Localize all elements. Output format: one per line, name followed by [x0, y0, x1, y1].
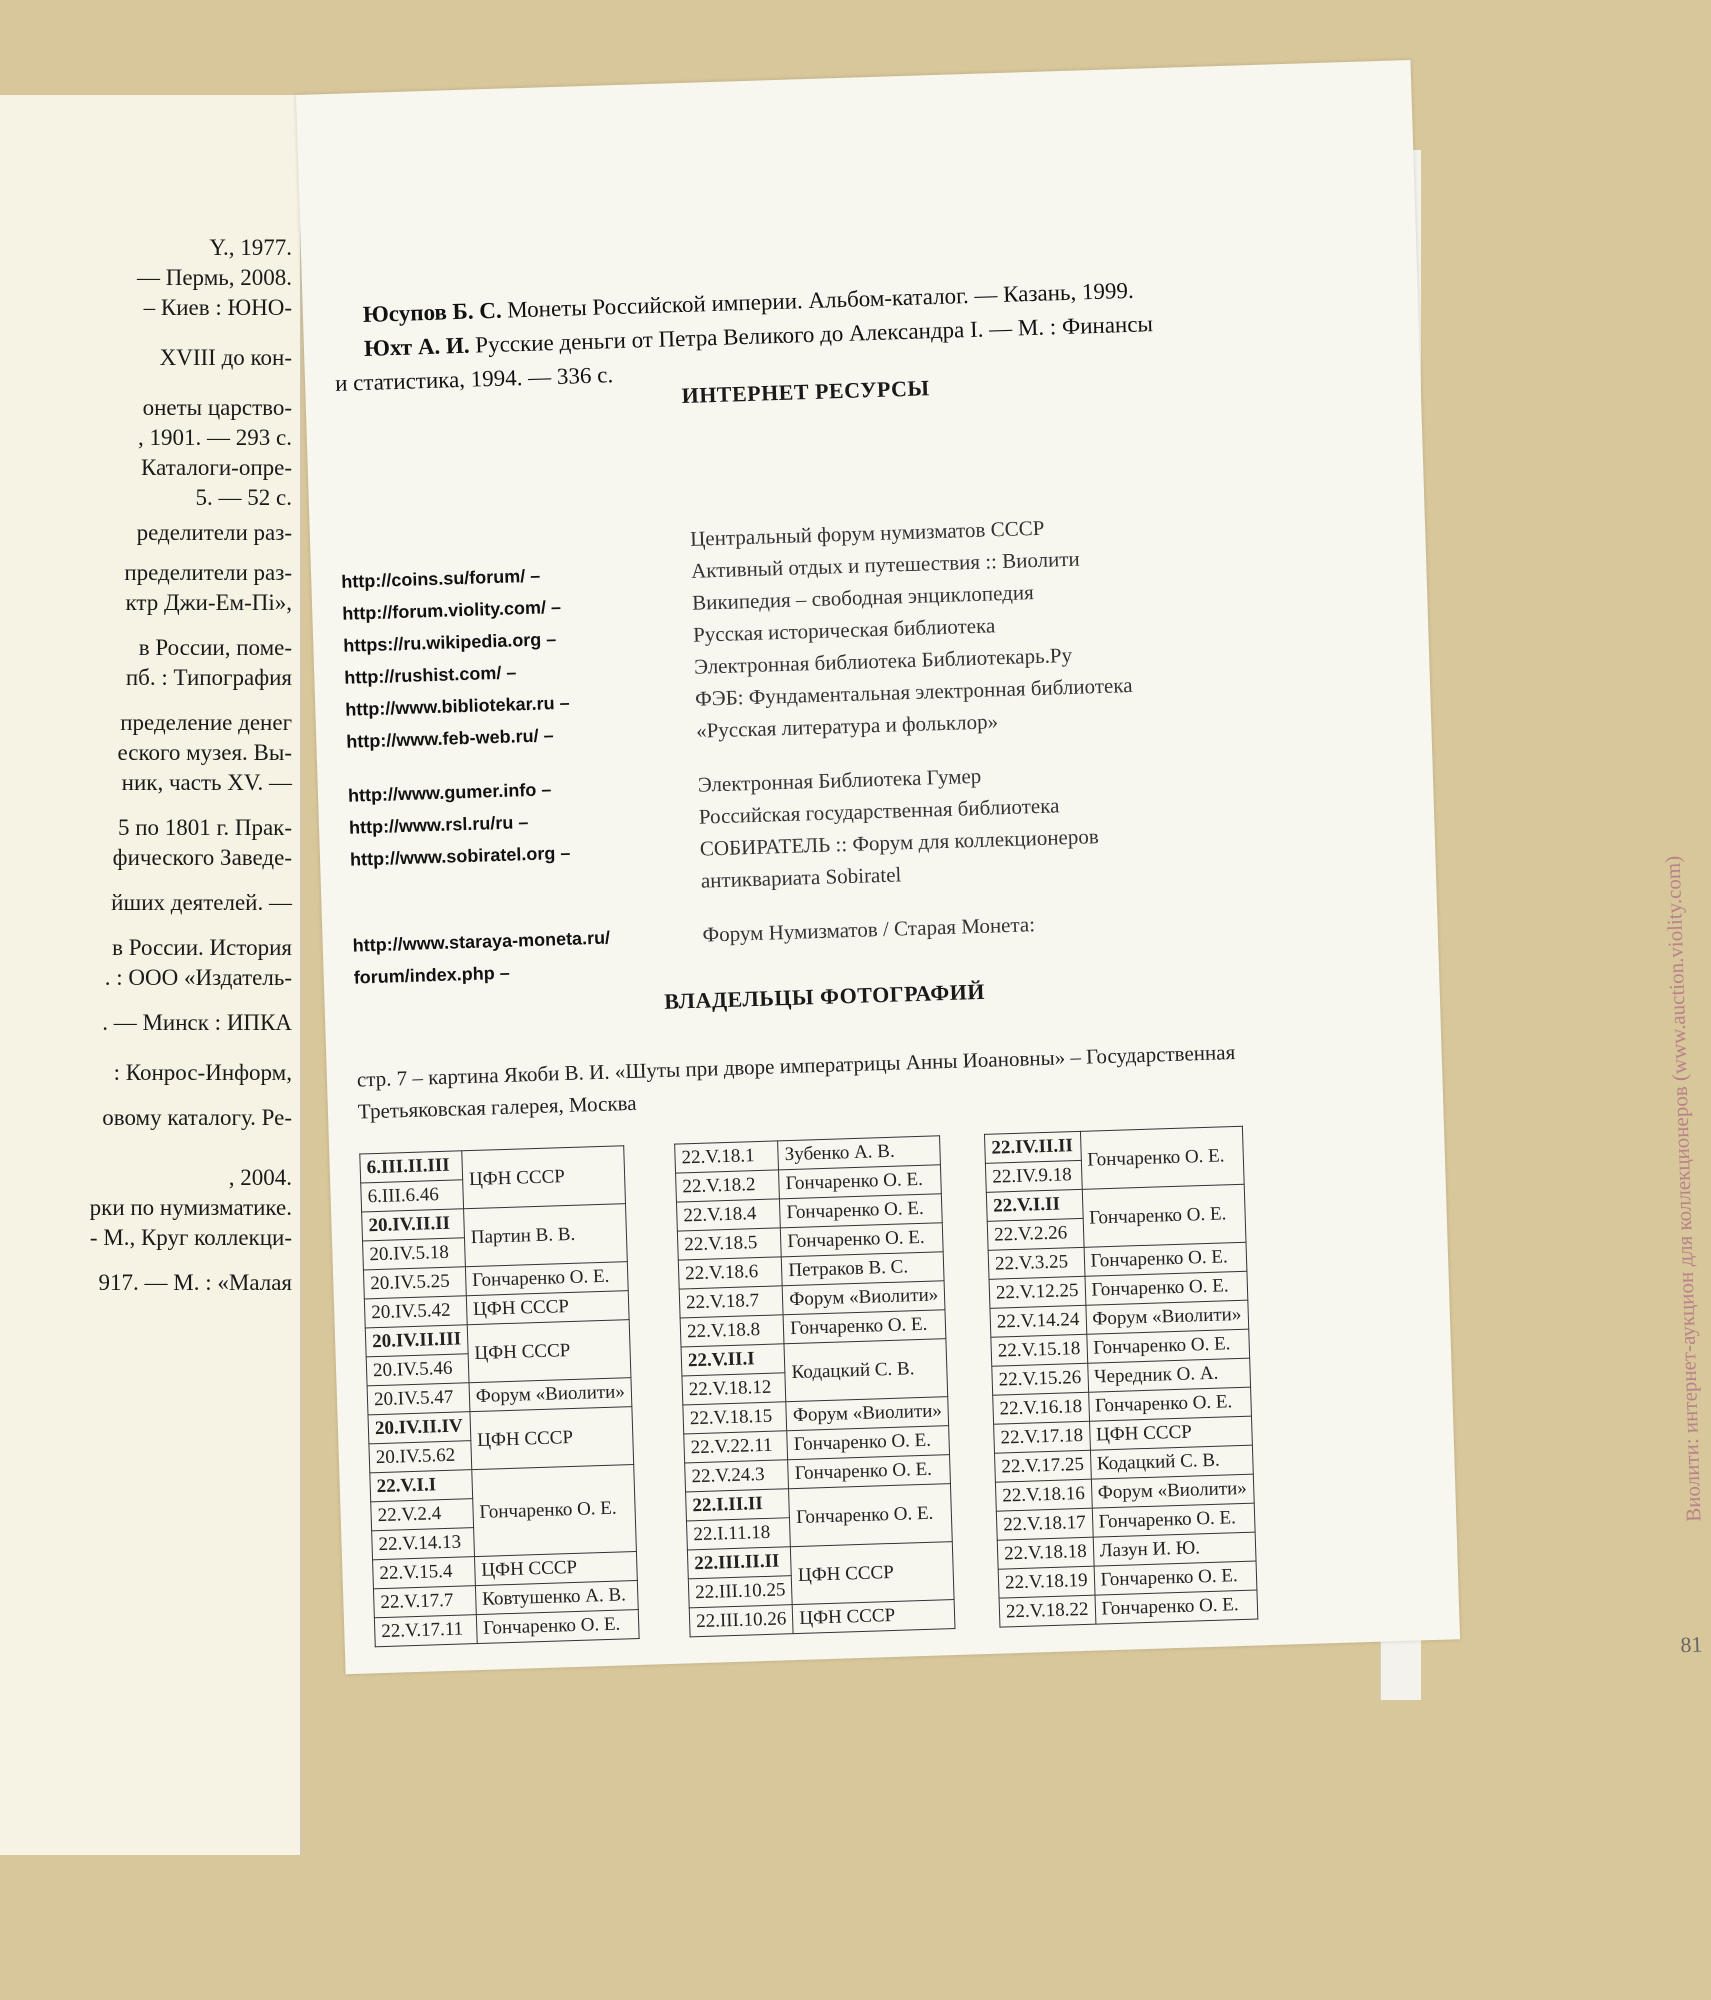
left-page-line: , 2004.	[228, 1165, 292, 1190]
left-page-line: в России, поме-	[138, 635, 292, 660]
left-page	[0, 95, 302, 1855]
left-page-line: еского музея. Вы-	[117, 740, 292, 765]
left-page-line: фического Заведе-	[112, 845, 292, 870]
left-page-line: – Киев : ЮНО-	[143, 295, 292, 320]
photo-owner-cell: Гончаренко О. Е.	[1095, 1590, 1258, 1624]
left-page-line: ределители раз-	[136, 520, 292, 545]
photo-code-cell: 20.IV.5.18	[363, 1238, 466, 1270]
photo-code-cell: 22.V.17.18	[994, 1421, 1090, 1453]
left-page-line: пб. : Типография	[125, 665, 292, 690]
photo-owner-cell: Гончаренко О. Е.	[783, 1310, 946, 1344]
resource-url[interactable]: http://www.bibliotekar.ru –	[345, 692, 570, 720]
photo-owner-cell: ЦФН СССР	[1089, 1416, 1252, 1450]
photo-owner-cell: Гончаренко О. Е.	[1092, 1503, 1255, 1537]
photo-code-cell: 22.V.17.11	[374, 1615, 477, 1647]
resource-description: Форум Нумизматов / Старая Монета:	[702, 912, 1036, 947]
photo-code-cell: 22.V.18.6	[678, 1257, 782, 1289]
resource-description: СОБИРАТЕЛЬ :: Форум для коллекционеров	[699, 824, 1100, 861]
caption: стр. 7 – картина Якоби В. И. «Шуты при дворе императрицы Анны Иоановны» – Государственная Третьяковская галерея, Москва	[356, 1039, 1236, 1124]
resource-url[interactable]: http://www.sobiratel.org –	[349, 842, 571, 870]
photo-code-cell: 20.IV.5.25	[363, 1267, 466, 1299]
left-page-line: в России. История	[112, 935, 292, 960]
photo-owner-cell: ЦФН СССР	[462, 1146, 626, 1209]
resource-description: Википедия – свободная энциклопедия	[691, 580, 1035, 615]
bibliography-author: Юхт А. И.	[363, 332, 470, 361]
photo-owner-cell: Гончаренко О. Е.	[1080, 1126, 1244, 1189]
photo-code-cell: 22.V.18.1	[675, 1141, 779, 1173]
resource-url[interactable]: https://ru.wikipedia.org –	[343, 629, 557, 656]
photo-owner-cell: Кодацкий С. В.	[1090, 1445, 1253, 1479]
photo-code-cell: 22.V.17.25	[995, 1450, 1091, 1482]
photo-owner-cell: Ковтушенко А. В.	[475, 1581, 638, 1615]
photo-owner-cell: Гончаренко О. Е.	[465, 1262, 628, 1296]
resource-url[interactable]: http://www.staraya-moneta.ru/	[352, 927, 611, 956]
photo-code-cell: 22.V.18.7	[679, 1286, 783, 1318]
resource-description: «Русская литература и фольклор»	[695, 709, 999, 743]
photo-code-cell: 20.IV.5.47	[367, 1383, 470, 1415]
photo-owner-cell: Гончаренко О. Е.	[1082, 1184, 1246, 1247]
photo-code-cell: 20.IV.5.46	[366, 1354, 469, 1386]
photo-code-cell: 22.V.18.17	[996, 1508, 1092, 1540]
left-page-line: . : ООО «Издатель-	[104, 965, 292, 990]
photo-code-cell: 20.IV.II.III	[365, 1325, 468, 1357]
photo-code-cell: 22.V.I.II	[986, 1189, 1082, 1221]
left-page-line: : Конрос-Информ,	[113, 1060, 292, 1085]
photo-code-cell: 22.V.15.26	[992, 1363, 1088, 1395]
resource-url[interactable]: http://www.rsl.ru/ru –	[348, 812, 529, 838]
left-page-line: онеты царство-	[142, 395, 292, 420]
photo-code-cell: 22.V.18.16	[995, 1479, 1091, 1511]
photo-code-cell: 6.III.6.46	[361, 1180, 464, 1212]
resource-description: Активный отдых и путешествия :: Виолити	[690, 546, 1081, 583]
resource-description: ФЭБ: Фундаментальная электронная библиотека	[694, 673, 1133, 711]
photo-owner-cell: Чередник О. А.	[1087, 1358, 1250, 1392]
photo-code-cell: 20.IV.II.II	[362, 1209, 465, 1241]
photo-owner-cell: Форум «Виолити»	[782, 1281, 945, 1315]
bibliography-author: Юсупов Б. С.	[362, 297, 502, 327]
bibliography-text: и статистика, 1994. — 336 с.	[334, 362, 614, 396]
table-row	[360, 1146, 625, 1183]
photo-code-cell: 22.V.I.I	[370, 1470, 473, 1502]
photo-code-cell: 22.V.18.18	[997, 1537, 1093, 1569]
photo-code-cell: 22.V.22.11	[684, 1431, 788, 1463]
resource-description: Центральный форум нумизматов СССР	[689, 515, 1045, 551]
photo-code-cell: 22.I.11.18	[686, 1518, 790, 1550]
photo-owner-cell: Гончаренко О. Е.	[788, 1455, 951, 1489]
photo-code-cell: 22.V.16.18	[993, 1392, 1089, 1424]
photo-owner-cell: Гончаренко О. Е.	[1084, 1242, 1247, 1276]
photo-owner-cell: Зубенко А. В.	[778, 1136, 941, 1170]
resource-url[interactable]: http://www.gumer.info –	[347, 779, 552, 806]
left-page-line: пределители раз-	[124, 560, 292, 585]
left-page-line: 917. — М. : «Малая	[98, 1270, 292, 1295]
photo-code-cell: 22.V.II.I	[681, 1344, 785, 1376]
photo-code-cell: 22.III.10.26	[689, 1605, 793, 1637]
resource-description: Русская историческая библиотека	[692, 613, 996, 647]
left-page-line: 5 по 1801 г. Прак-	[117, 815, 292, 840]
resource-description: Электронная библиотека Библиотекарь.Ру	[693, 642, 1073, 679]
photo-owner-cell: ЦФН СССР	[466, 1291, 629, 1325]
photo-code-cell: 22.V.18.2	[676, 1170, 780, 1202]
photo-code-cell: 22.V.12.25	[989, 1276, 1085, 1308]
photo-code-cell: 20.IV.5.62	[369, 1441, 472, 1473]
photo-code-cell: 22.V.15.18	[991, 1334, 1087, 1366]
photo-owner-cell: Гончаренко О. Е.	[787, 1426, 950, 1460]
photo-code-cell: 22.V.3.25	[988, 1247, 1084, 1279]
photo-owner-cell: Форум «Виолити»	[1085, 1300, 1248, 1334]
photo-owner-cell: Гончаренко О. Е.	[779, 1165, 942, 1199]
left-page-line: — Пермь, 2008.	[136, 265, 292, 290]
left-page-line: , 1901. — 293 с.	[138, 425, 292, 450]
bibliography-text: Русские деньги от Петра Великого до Александра I. — М. : Финансы	[469, 311, 1154, 358]
left-page-line: Y., 1977.	[209, 235, 292, 260]
resource-url[interactable]: http://rushist.com/ –	[344, 662, 517, 688]
owners-table-3	[984, 1126, 1258, 1628]
left-page-line: Каталоги-опре-	[141, 455, 292, 480]
photo-code-cell: 22.IV.II.II	[984, 1131, 1080, 1163]
resource-description: антиквариата Sobiratel	[700, 862, 902, 893]
photo-owner-cell: ЦФН СССР	[474, 1552, 637, 1586]
right-page	[296, 60, 1706, 1674]
owners-heading: ВЛАДЕЛЬЦЫ ФОТОГРАФИЙ	[663, 978, 986, 1014]
photo-owner-cell: Гончаренко О. Е.	[472, 1465, 637, 1557]
left-page-line: - М., Круг коллекци-	[89, 1225, 292, 1250]
photo-code-cell: 22.V.17.7	[373, 1586, 476, 1618]
photo-code-cell: 22.V.18.5	[677, 1228, 781, 1260]
photo-owner-cell: Форум «Виолити»	[469, 1378, 632, 1412]
photo-owner-cell: ЦФН СССР	[791, 1542, 955, 1605]
photo-owner-cell: Форум «Виолити»	[1091, 1474, 1254, 1508]
left-page-line: рки по нумизматике.	[89, 1195, 292, 1220]
photo-owner-cell: Гончаренко О. Е.	[780, 1194, 943, 1228]
photo-owner-cell: Партин В. В.	[463, 1204, 627, 1267]
resource-url[interactable]: http://forum.violity.com/ –	[342, 596, 562, 624]
resource-description: Электронная Библиотека Гумер	[697, 763, 982, 797]
photo-code-cell: 22.IV.9.18	[985, 1160, 1081, 1192]
owners-table-1	[359, 1145, 639, 1647]
bibliography-text: Монеты Российской империи. Альбом-каталог. — Казань, 1999.	[501, 277, 1135, 323]
photo-code-cell: 22.I.II.II	[686, 1489, 790, 1521]
photo-owner-cell: Гончаренко О. Е.	[476, 1610, 639, 1644]
photo-code-cell: 22.V.18.12	[682, 1373, 786, 1405]
resource-description: Российская государственная библиотека	[698, 793, 1060, 829]
photo-code-cell: 22.III.10.25	[688, 1576, 792, 1608]
left-page-line: XVIII до кон-	[159, 345, 292, 370]
photo-code-cell: 20.IV.5.42	[364, 1296, 467, 1328]
side-watermark-text: Виолити: интернет-аукцион для коллекционеров (www.auction.violity.com)	[1660, 855, 1706, 1523]
left-page-line: овому каталогу. Ре-	[102, 1105, 292, 1130]
photo-owner-cell: Гончаренко О. Е.	[789, 1484, 953, 1547]
photo-code-cell: 22.V.24.3	[685, 1460, 789, 1492]
photo-owner-cell: Гончаренко О. Е.	[781, 1223, 944, 1257]
photo-owner-cell: ЦФН СССР	[470, 1407, 634, 1470]
photo-code-cell: 22.V.14.13	[372, 1528, 475, 1560]
photo-code-cell: 6.III.II.III	[360, 1151, 463, 1183]
photo-owner-cell: Гончаренко О. Е.	[1086, 1329, 1249, 1363]
photo-owner-cell: Гончаренко О. Е.	[1085, 1271, 1248, 1305]
photo-owner-cell: ЦФН СССР	[467, 1320, 631, 1383]
photo-owner-cell: Петраков В. С.	[781, 1252, 944, 1286]
resource-url[interactable]: forum/index.php –	[353, 962, 511, 988]
photo-owner-cell: Гончаренко О. Е.	[1088, 1387, 1251, 1421]
resource-url[interactable]: http://coins.su/forum/ –	[340, 565, 541, 592]
left-page-line: пределение денег	[120, 710, 292, 735]
left-page-line: ник, часть XV. —	[121, 770, 292, 795]
photo-code-cell: 22.V.18.19	[998, 1566, 1094, 1598]
resource-list	[340, 502, 1354, 993]
photo-code-cell: 22.V.2.26	[987, 1218, 1083, 1250]
left-page-line: . — Минск : ИПКА	[102, 1010, 292, 1035]
photo-code-cell: 22.III.II.II	[687, 1547, 791, 1579]
photo-code-cell: 22.V.18.8	[680, 1315, 784, 1347]
photo-owner-cell: Гончаренко О. Е.	[1094, 1561, 1257, 1595]
photo-code-cell: 22.V.15.4	[373, 1557, 476, 1589]
left-page-line: ктр Джи-Ем-Пі»,	[125, 590, 292, 615]
photo-owner-cell: Форум «Виолити»	[786, 1397, 949, 1431]
photo-code-cell: 22.V.2.4	[371, 1499, 474, 1531]
photo-code-cell: 22.V.18.22	[999, 1595, 1095, 1627]
page-number: 81	[1679, 1631, 1703, 1658]
photo-code-cell: 22.V.18.4	[676, 1199, 780, 1231]
resource-url[interactable]: http://www.feb-web.ru/ –	[346, 725, 554, 752]
photo-owner-cell: Лазун И. Ю.	[1093, 1532, 1256, 1566]
photo-owner-cell: ЦФН СССР	[792, 1600, 955, 1634]
table-row	[984, 1126, 1242, 1163]
left-page-line: йших деятелей. —	[111, 890, 292, 915]
photo-code-cell: 20.IV.II.IV	[368, 1412, 471, 1444]
owners-table-2	[674, 1135, 956, 1637]
photo-owner-cell: Кодацкий С. В.	[784, 1339, 948, 1402]
left-page-line: 5. — 52 с.	[195, 485, 292, 510]
photo-code-cell: 22.V.18.15	[683, 1402, 787, 1434]
photo-code-cell: 22.V.14.24	[990, 1305, 1086, 1337]
internet-heading: ИНТЕРНЕТ РЕСУРСЫ	[681, 375, 930, 409]
